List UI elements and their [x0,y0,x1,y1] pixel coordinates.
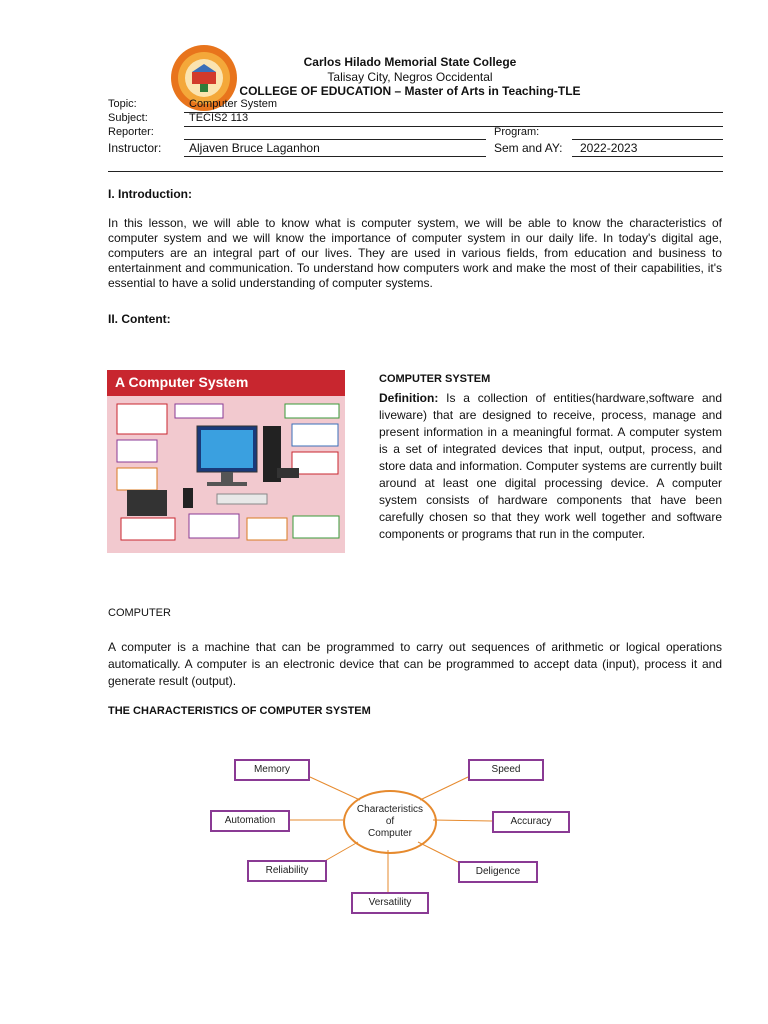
characteristics-center-node [343,790,437,854]
subject-value: TECIS2 113 [189,112,249,124]
center-line-3: Computer [368,828,412,839]
node-reliability: Reliability [247,860,327,882]
topic-label: Topic: [108,98,137,110]
node-deligence: Deligence [458,861,538,883]
definition-text: Is a collection of entities(hardware,software and liveware) that are designed to receive, process, manage and present information in a meaningful format. A computer system is a set of integrated devices that input, output, process, and store data and information. Computer systems are currently built around at least one digital processing device. A computer system consists of hardware components that have been carefully chosen so that they work well together and software components or programs that run in the computer. [379,391,722,541]
reporter-label: Reporter: [108,126,154,138]
characteristics-heading: THE CHARACTERISTICS OF COMPUTER SYSTEM [108,705,371,717]
poster-title: A Computer System [115,374,249,390]
computer-paragraph: A computer is a machine that can be programmed to carry out sequences of arithmetic or logical operations automatically. A computer is an electronic device that can be programmed to accept data (input), process it and generate result (output). [108,640,722,688]
content-heading: II. Content: [108,312,171,326]
instructor-value: Aljaven Bruce Laganhon [189,141,320,155]
instructor-label: Instructor: [108,141,162,155]
semay-label: Sem and AY: [494,141,563,155]
node-accuracy: Accuracy [492,811,570,833]
definition-label: Definition: [379,391,439,405]
department-name: COLLEGE OF EDUCATION – Master of Arts in Teaching-TLE [239,84,581,98]
node-versatility: Versatility [351,892,429,914]
node-speed: Speed [468,759,544,781]
computer-heading: COMPUTER [108,607,171,619]
program-label: Program: [494,126,540,138]
college-name: Carlos Hilado Memorial State College [303,55,517,69]
computer-system-heading: COMPUTER SYSTEM [379,373,491,385]
node-memory: Memory [234,759,310,781]
semay-value: 2022-2023 [580,141,638,155]
topic-value: Computer System [189,98,278,110]
college-location: Talisay City, Negros Occidental [327,70,493,84]
node-automation: Automation [210,810,290,832]
subject-label: Subject: [108,112,148,124]
intro-paragraph: In this lesson, we will able to know what is computer system, we will be able to know the characteristics of computer system and we will know the importance of computer system in our daily life. In today's digital age, computers are an integral part of our lives. They are used in various fields, from education and business to entertainment and communication. To understand how computers work and make the most of their capabilities, it's essential to have a solid understanding of computer systems. [108,216,722,290]
center-line-1: Characteristics [356,804,424,815]
intro-heading: I. Introduction: [108,187,192,201]
center-line-2: of [385,816,395,827]
